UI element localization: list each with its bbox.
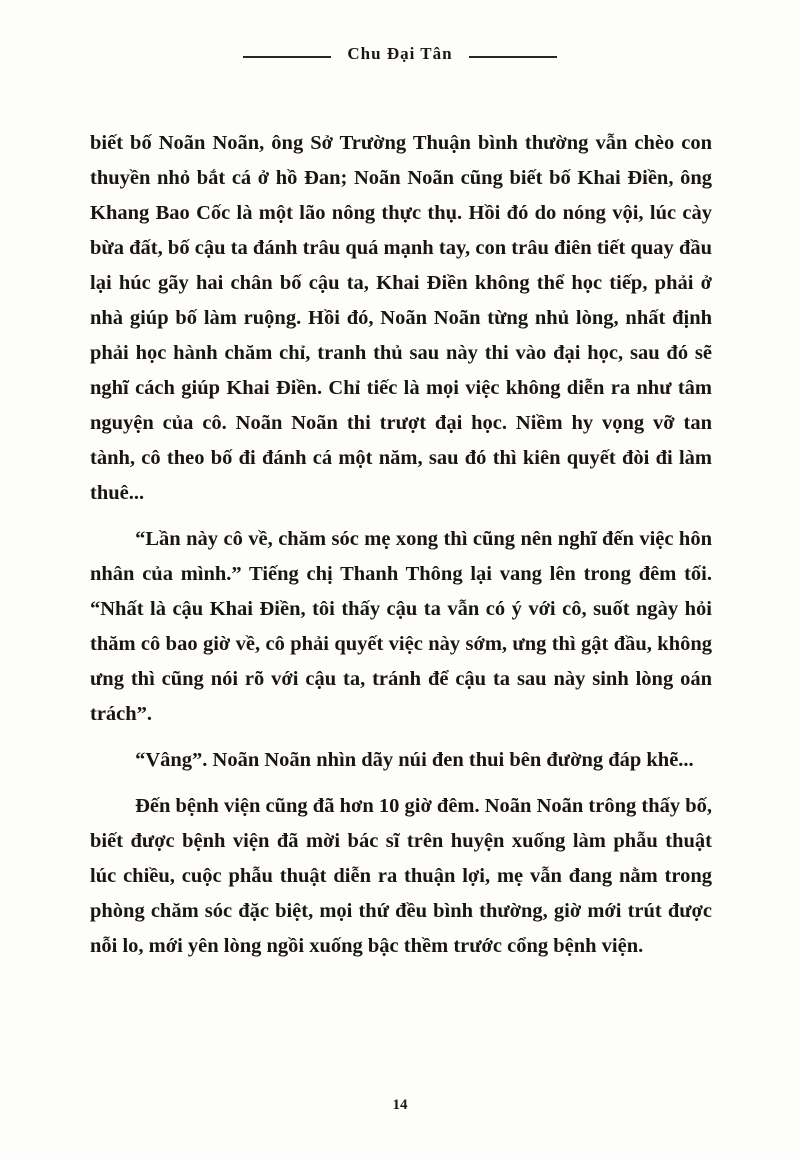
header-rule-left <box>243 56 331 58</box>
paragraph: Đến bệnh viện cũng đã hơn 10 giờ đêm. Noãn Noãn trông thấy bố, biết được bệnh viện đã mời bác sĩ trên huyện xuống làm phẫu thuật lúc chiều, cuộc phẫu thuật diễn ra thuận lợi, mẹ vẫn đang nằm trong phòng chăm sóc đặc biệt, mọi thứ đều bình thường, giờ mới trút được nỗi lo, mới yên lòng ngồi xuống bậc thềm trước cổng bệnh viện. <box>90 795 712 957</box>
page-body <box>90 126 712 975</box>
header-rule-right <box>469 56 557 58</box>
author-name: Chu Đại Tân <box>347 44 453 63</box>
running-head <box>0 44 800 64</box>
paragraph: biết bố Noãn Noãn, ông Sở Trường Thuận bình thường vẫn chèo con thuyền nhỏ bắt cá ở hồ Đan; Noãn Noãn cũng biết bố Khai Điền, ông Khang Bao Cốc là một lão nông thực thụ. Hồi đó do nóng vội, lúc cày bừa đất, bố cậu ta đánh trâu quá mạnh tay, con trâu điên tiết quay đầu lại húc gãy hai chân bố cậu ta, Khai Điền không thể học tiếp, phải ở nhà giúp bố làm ruộng. Hồi đó, Noãn Noãn từng nhủ lòng, nhất định phải học hành chăm chỉ, tranh thủ sau này thi vào đại học, sau đó sẽ nghĩ cách giúp Khai Điền. Chỉ tiếc là mọi việc không diễn ra như tâm nguyện của cô. Noãn Noãn thi trượt đại học. Niềm hy vọng vỡ tan tành, cô theo bố đi đánh cá một năm, sau đó thì kiên quyết đòi đi làm thuê... <box>90 132 712 504</box>
paragraph: “Lần này cô về, chăm sóc mẹ xong thì cũng nên nghĩ đến việc hôn nhân của mình.” Tiếng chị Thanh Thông lại vang lên trong đêm tối. “Nhất là cậu Khai Điền, tôi thấy cậu ta vẫn có ý với cô, suốt ngày hỏi thăm cô bao giờ về, cô phải quyết việc này sớm, ưng thì gật đầu, không ưng thì cũng nói rõ với cậu ta, tránh để cậu ta sau này sinh lòng oán trách”. <box>90 528 712 725</box>
page-number: 14 <box>392 1097 408 1113</box>
paragraph: “Vâng”. Noãn Noãn nhìn dãy núi đen thui bên đường đáp khẽ... <box>135 749 694 771</box>
